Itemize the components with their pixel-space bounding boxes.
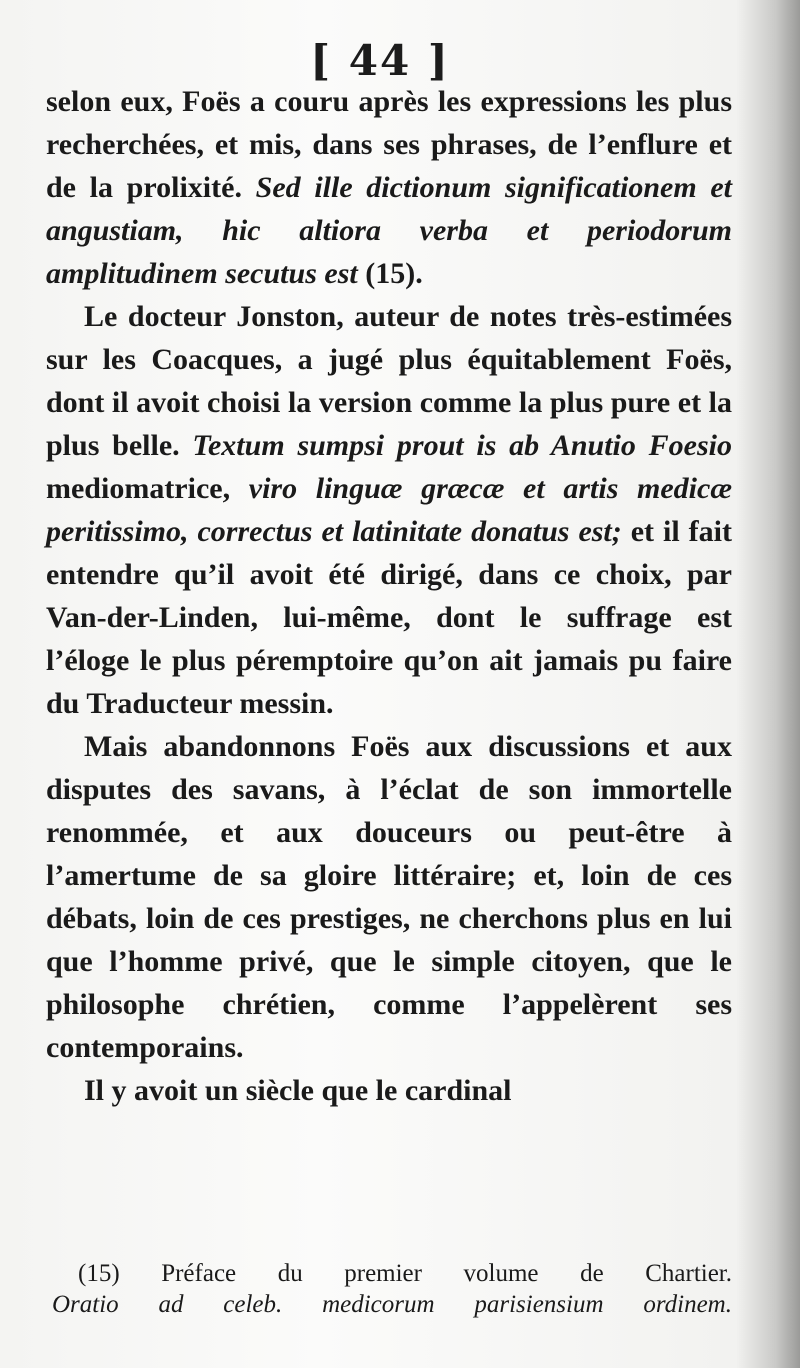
paragraph-2-text-c: et il fait entendre qu’il avoit été dirigé, dans ce choix, par Van-der-Linden, lui-même, dont le suffrage est l’éloge le plus péremptoire qu’on ait jamais pu faire du Traducteur messin. bbox=[46, 515, 732, 720]
paragraph-1 bbox=[46, 80, 732, 295]
paragraph-2-text-a: Le docteur Jonston, auteur de notes très-estimées sur les Coacques, a jugé plus équitablement Foës, dont il avoit choisi la version comme la plus pure et la plus belle. bbox=[46, 300, 732, 462]
footnote bbox=[52, 1258, 732, 1320]
paragraph-4-text: Il y avoit un siècle que le cardinal bbox=[84, 1074, 512, 1107]
page-number: [ 44 ] bbox=[310, 36, 450, 85]
footnote-line-1: (15) Préface du premier volume de Chartier. bbox=[78, 1260, 732, 1287]
latin-quote-2b: viro linguæ græcæ et artis medicæ peritissimo, correctus et latinitate donatus est; bbox=[46, 472, 732, 548]
paragraph-1-text: selon eux, Foës a couru après les expressions les plus recherchées, et mis, dans ses phrases, de l’enflure et de la prolixité. bbox=[46, 85, 732, 204]
paragraph-2 bbox=[46, 295, 732, 725]
paragraph-4 bbox=[46, 1069, 732, 1112]
latin-quote-2a: Textum sumpsi prout is ab Anutio Foesio bbox=[192, 429, 732, 462]
paragraph-3 bbox=[46, 725, 732, 1069]
paragraph-3-text: Mais abandonnons Foës aux discussions et aux disputes des savans, à l’éclat de son immortelle renommée, et aux douceurs ou peut-être à l’amertume de sa gloire littéraire; et, loin de ces débats, loin de ces prestiges, ne cherchons plus en lui que l’homme privé, que le simple citoyen, que le philosophe chrétien, comme l’appelèrent ses contemporains. bbox=[46, 730, 732, 1064]
footnote-line-2: Oratio ad celeb. medicorum parisiensium ordinem. bbox=[52, 1291, 732, 1318]
latin-quote-1: Sed ille dictionum significationem et angustiam, hic altiora verba et periodorum amplitudinem secutus est bbox=[46, 171, 733, 290]
footnote-reference: (15). bbox=[357, 257, 423, 290]
body-text bbox=[46, 80, 732, 1112]
paragraph-2-text-b: mediomatrice, bbox=[46, 472, 249, 505]
